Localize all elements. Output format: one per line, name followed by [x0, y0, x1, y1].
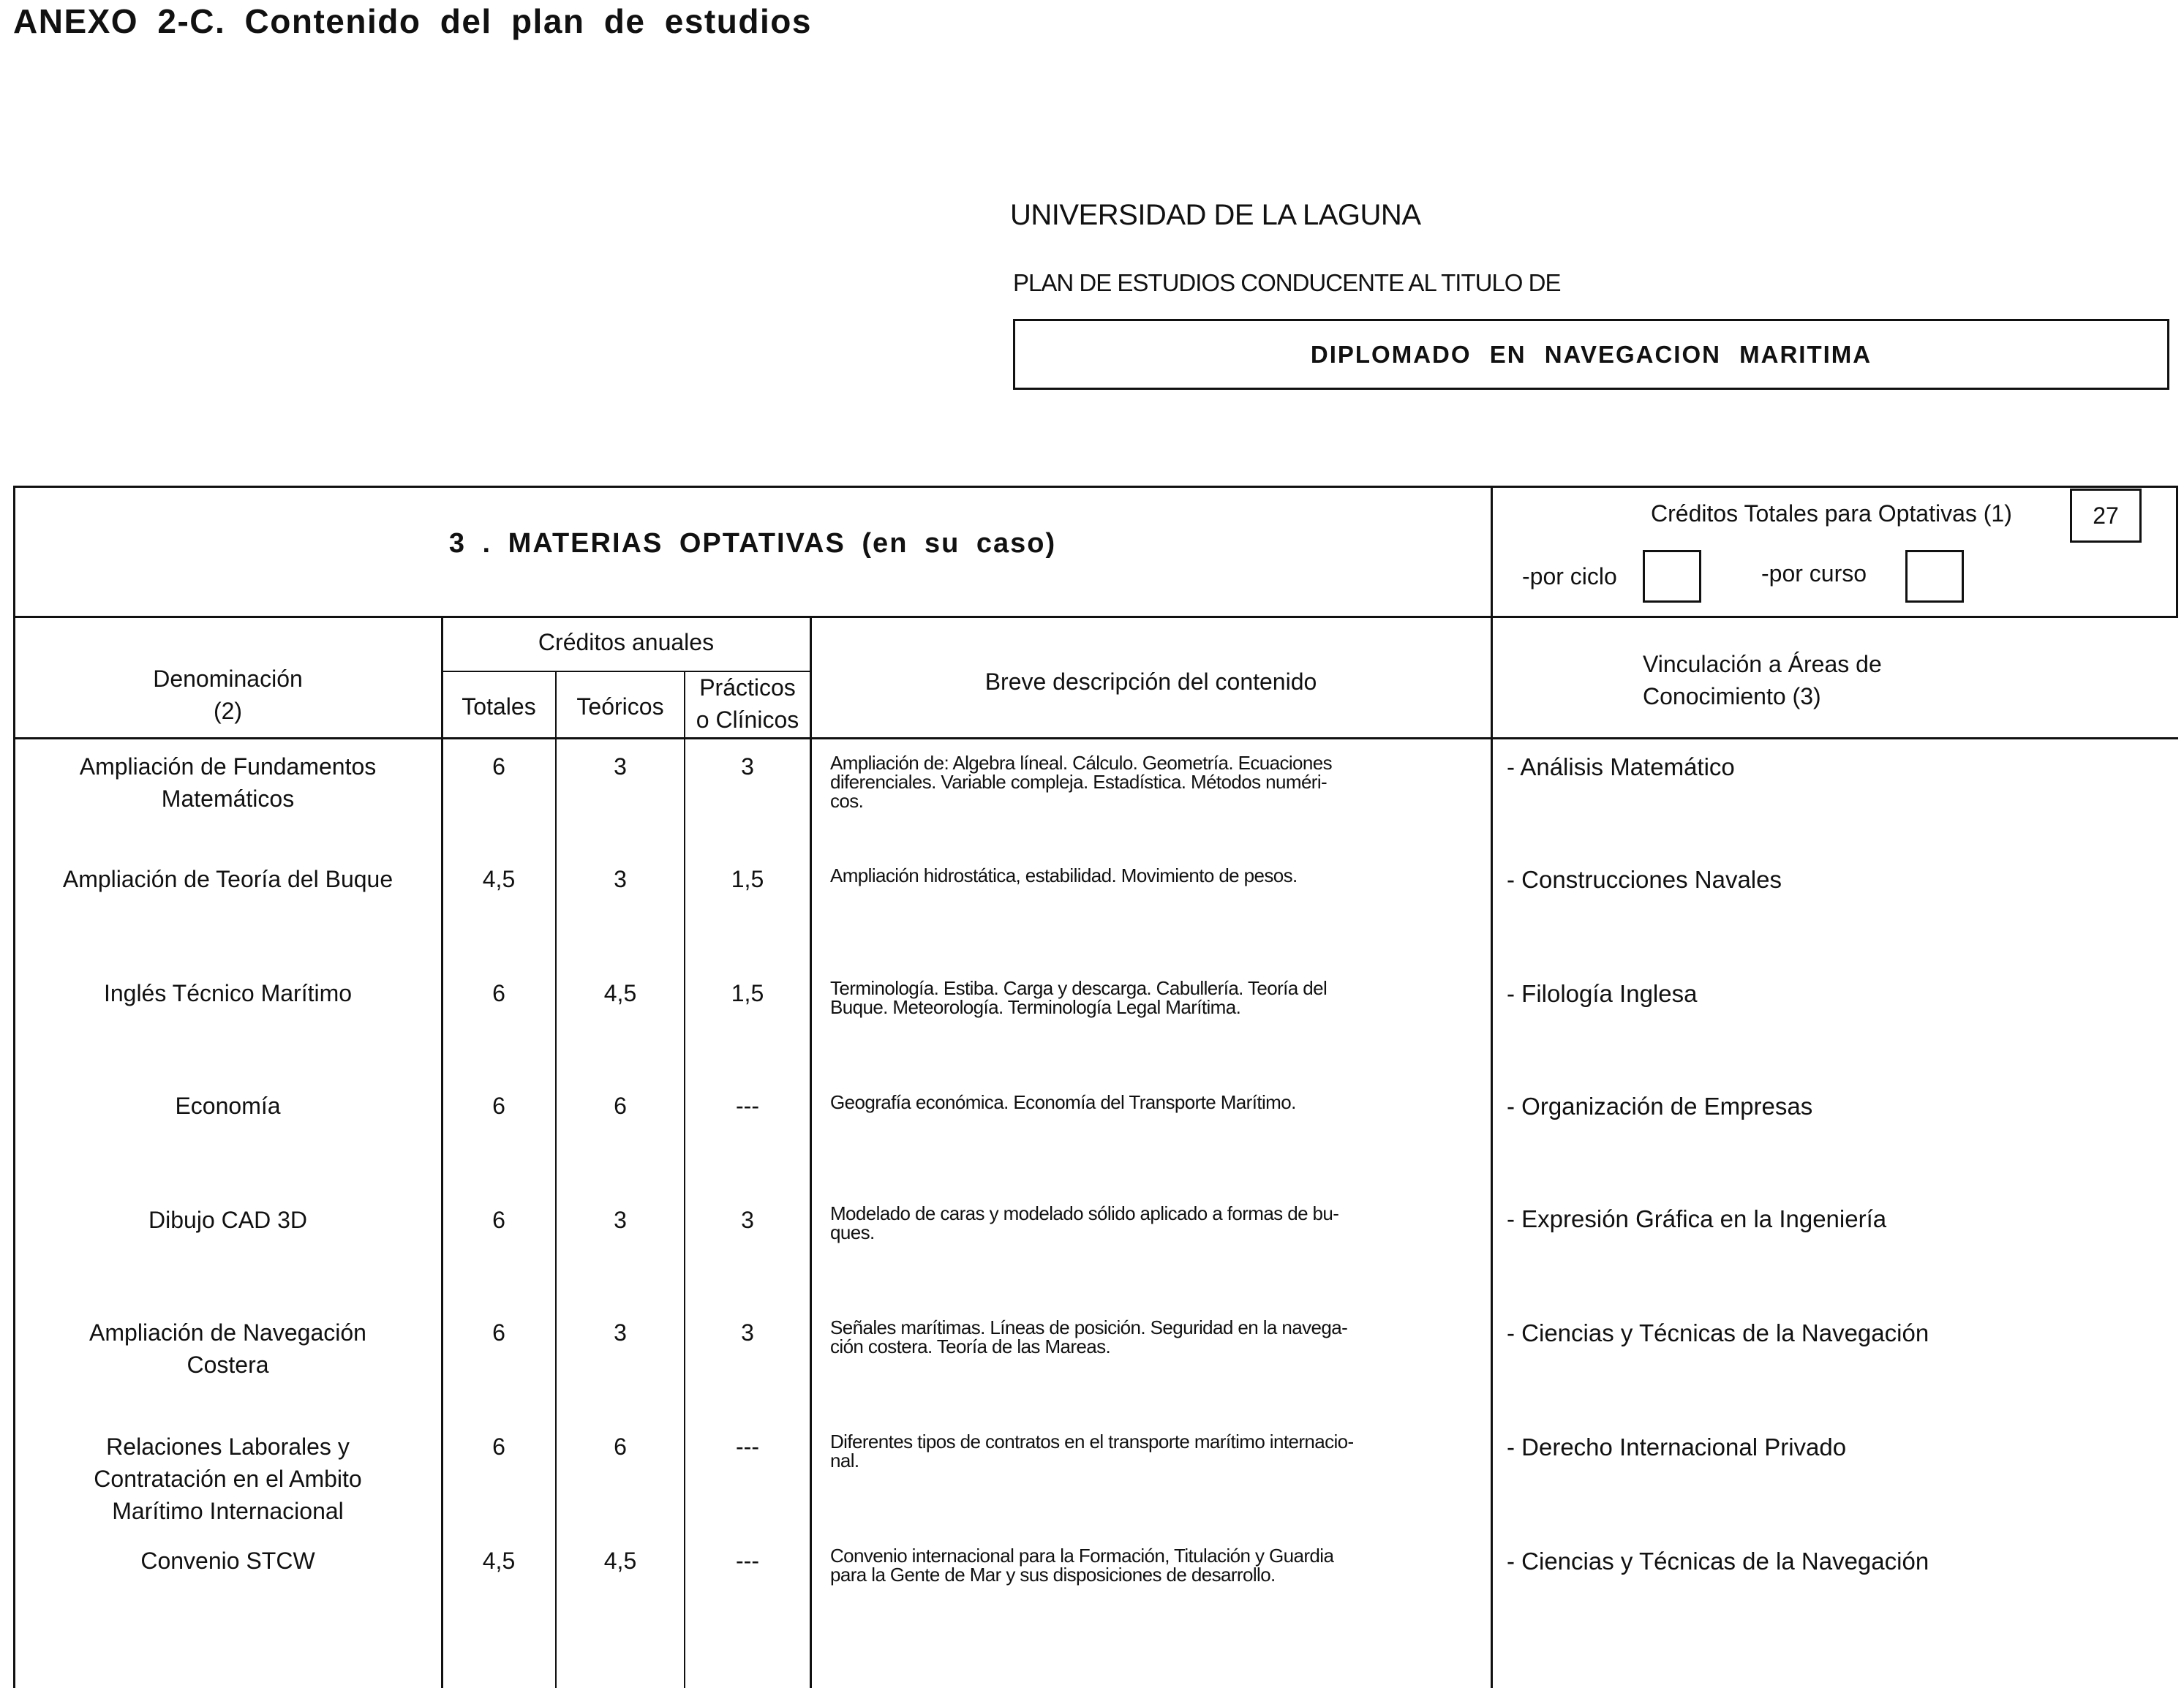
row-name-line: Relaciones Laborales y: [106, 1433, 350, 1460]
row-descripcion: [830, 753, 1488, 810]
row-teoricos: 3: [614, 753, 627, 780]
row-name-line: Ampliación de Navegación: [89, 1319, 366, 1346]
row-denominacion: [15, 1316, 441, 1381]
row-totales: 6: [492, 980, 505, 1006]
row-totales: 4,5: [482, 866, 516, 892]
row-descripcion: [830, 1093, 1488, 1112]
row-name-line: Economía: [175, 1093, 281, 1119]
col-vinculacion-header: [1492, 648, 2176, 712]
por-curso-box: [1905, 550, 1964, 603]
row-practicos: 3: [741, 753, 754, 780]
degree-title: DIPLOMADO EN NAVEGACION MARITIMA: [1310, 340, 1872, 368]
row-denominacion: [15, 863, 441, 895]
row-desc-line: Ampliación hidrostática, estabilidad. Movimiento de pesos.: [830, 864, 1298, 886]
row-descripcion: [830, 1432, 1488, 1470]
row-name-line: Costera: [187, 1352, 269, 1378]
row-area: - Organización de Empresas: [1507, 1093, 1813, 1120]
row-name-line: Matemáticos: [161, 785, 295, 812]
row-area: - Derecho Internacional Privado: [1507, 1433, 1847, 1461]
row-teoricos: 3: [614, 1319, 627, 1346]
row-desc-line: diferenciales. Variable compleja. Estadística. Métodos numéri-: [830, 771, 1328, 793]
col-denominacion-header: [15, 663, 441, 727]
row-denominacion: [15, 750, 441, 815]
row-desc-line: Terminología. Estiba. Carga y descarga. Cabullería. Teoría del: [830, 977, 1328, 999]
row-descripcion: [830, 1318, 1488, 1356]
row-denominacion: [15, 977, 441, 1009]
row-desc-line: Señales marítimas. Líneas de posición. Seguridad en la navega-: [830, 1316, 1348, 1338]
row-desc-line: Geografía económica. Economía del Transporte Marítimo.: [830, 1091, 1296, 1113]
col-vinculacion-label-2: Conocimiento (3): [1643, 683, 1821, 709]
row-totales: 6: [492, 1093, 505, 1119]
row-descripcion: [830, 979, 1488, 1017]
por-ciclo-box: [1643, 550, 1701, 603]
row-desc-line: Ampliación de: Algebra líneal. Cálculo. Geometría. Ecuaciones: [830, 752, 1333, 774]
plan-line: PLAN DE ESTUDIOS CONDUCENTE AL TITULO DE: [1013, 269, 1561, 296]
row-desc-line: para la Gente de Mar y sus disposiciones de desarrollo.: [830, 1564, 1276, 1586]
optativas-total-value: 27: [2093, 502, 2119, 529]
row-practicos: 3: [741, 1319, 754, 1346]
por-curso-label: -por curso: [1761, 560, 1867, 587]
row-teoricos: 3: [614, 1207, 627, 1233]
optativas-total-box: [2070, 489, 2142, 543]
row-desc-line: cos.: [830, 790, 864, 812]
row-totales: 6: [492, 753, 505, 780]
row-name-line: Marítimo Internacional: [112, 1498, 344, 1524]
col-practicos-label-2: o Clínicos: [696, 707, 799, 733]
row-teoricos: 6: [614, 1093, 627, 1119]
row-name-line: Dibujo CAD 3D: [148, 1207, 307, 1233]
row-desc-line: Buque. Meteorología. Terminología Legal Marítima.: [830, 996, 1241, 1018]
row-teoricos: 6: [614, 1433, 627, 1460]
degree-box: [1013, 319, 2169, 390]
row-denominacion: [15, 1090, 441, 1122]
col-practicos-header: [685, 671, 810, 736]
row-name-line: Convenio STCW: [140, 1548, 315, 1574]
row-name-line: Inglés Técnico Marítimo: [103, 980, 353, 1006]
row-teoricos: 4,5: [603, 1548, 637, 1574]
col-creditos-anuales-header: Créditos anuales: [538, 629, 715, 655]
row-practicos: 1,5: [731, 980, 764, 1006]
row-denominacion: [15, 1204, 441, 1236]
row-desc-line: Diferentes tipos de contratos en el transporte marítimo internacio-: [830, 1431, 1354, 1452]
row-name-line: Ampliación de Teoría del Buque: [62, 866, 394, 892]
row-area: - Expresión Gráfica en la Ingeniería: [1507, 1205, 1887, 1232]
row-desc-line: nal.: [830, 1450, 859, 1472]
row-teoricos: 4,5: [603, 980, 637, 1006]
row-desc-line: ción costera. Teoría de las Mareas.: [830, 1335, 1111, 1357]
row-totales: 4,5: [482, 1548, 516, 1574]
row-name-line: Ampliación de Fundamentos: [79, 753, 377, 780]
col-denominacion-note: (2): [213, 698, 243, 724]
row-desc-line: Modelado de caras y modelado sólido aplicado a formas de bu-: [830, 1202, 1339, 1224]
row-practicos: ---: [736, 1548, 759, 1574]
col-practicos-label-1: Prácticos: [699, 674, 796, 701]
annex-title: ANEXO 2-C. Contenido del plan de estudios: [13, 2, 812, 40]
row-descripcion: [830, 1204, 1488, 1242]
row-name-line: Contratación en el Ambito: [94, 1466, 362, 1492]
section-title: 3 . MATERIAS OPTATIVAS (en su caso): [448, 528, 1057, 559]
optativas-total-label: Créditos Totales para Optativas (1): [1651, 500, 2012, 527]
row-practicos: ---: [736, 1433, 759, 1460]
col-vinculacion-label-1: Vinculación a Áreas de: [1643, 651, 1882, 677]
col-denominacion-label: Denominación: [153, 666, 303, 692]
row-area: - Construcciones Navales: [1507, 866, 1782, 893]
row-area: - Ciencias y Técnicas de la Navegación: [1507, 1548, 1929, 1575]
row-desc-line: ques.: [830, 1221, 875, 1243]
row-denominacion: [15, 1431, 441, 1527]
row-descripcion: [830, 866, 1488, 885]
row-descripcion: [830, 1546, 1488, 1584]
row-totales: 6: [492, 1319, 505, 1346]
row-totales: 6: [492, 1207, 505, 1233]
row-area: - Análisis Matemático: [1507, 753, 1735, 780]
row-desc-line: Convenio internacional para la Formación, Titulación y Guardia: [830, 1545, 1334, 1567]
col-teoricos-header: Teóricos: [576, 693, 664, 720]
row-practicos: 1,5: [731, 866, 764, 892]
row-practicos: ---: [736, 1093, 759, 1119]
row-practicos: 3: [741, 1207, 754, 1233]
row-teoricos: 3: [614, 866, 627, 892]
col-descripcion-header: Breve descripción del contenido: [984, 668, 1317, 695]
row-area: - Filología Inglesa: [1507, 980, 1698, 1007]
row-denominacion: [15, 1545, 441, 1577]
university-name: UNIVERSIDAD DE LA LAGUNA: [1010, 199, 1421, 231]
por-ciclo-label: -por ciclo: [1522, 563, 1617, 589]
row-totales: 6: [492, 1433, 505, 1460]
row-area: - Ciencias y Técnicas de la Navegación: [1507, 1319, 1929, 1346]
col-totales-header: Totales: [462, 693, 536, 720]
